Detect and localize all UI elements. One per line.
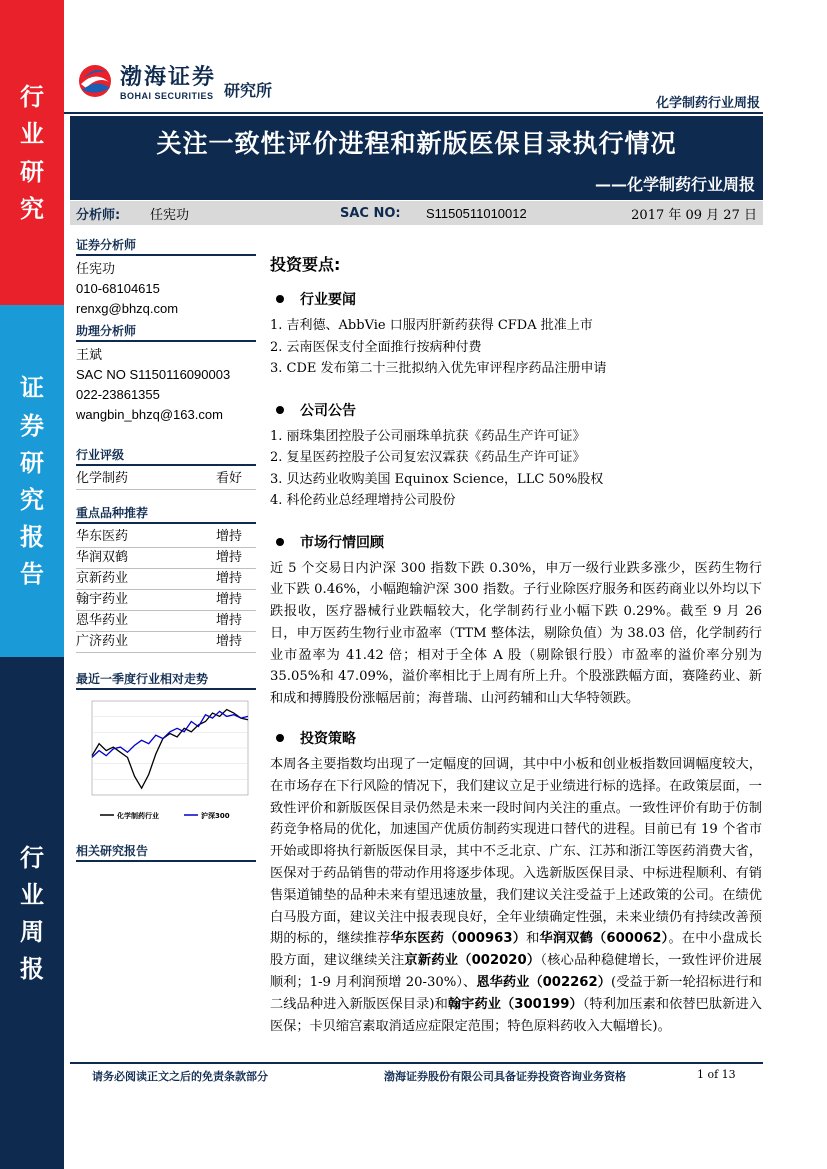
analyst-name: 任宪功 [150, 207, 190, 223]
analyst-info-line: 010-68104615 [76, 281, 160, 296]
pick-row [76, 590, 256, 611]
pick-rating: 增持 [215, 634, 242, 649]
left-band-middle [0, 305, 64, 657]
sidebar-securities-analyst [76, 236, 256, 319]
analyst-info-line: 任宪功 [76, 261, 116, 276]
stock-highlight: 京新药业（002020） [404, 953, 541, 969]
stock-highlight: 翰宇药业（300199） [447, 996, 583, 1012]
footer-disclaimer: 请务必阅读正文之后的免责条款部分 [92, 1070, 268, 1083]
list-item: 4. 科伦药业总经理增持公司股份 [270, 493, 456, 508]
header-divider [64, 112, 763, 114]
pick-row [76, 611, 256, 632]
section-heading-news [270, 289, 762, 309]
list-item: 2. 云南医保支付全面推行按病种付费 [270, 339, 482, 355]
sidebar-industry-rating [76, 446, 256, 490]
bullet-icon [276, 406, 284, 414]
band-char: 究 [20, 193, 44, 223]
rating-value: 看好 [215, 471, 242, 486]
logo-english-name: BOHAI SECURITIES [120, 91, 214, 101]
bohai-logo-icon [78, 62, 112, 100]
band-char: 研 [20, 156, 44, 186]
section-title: 公司公告 [300, 402, 356, 419]
left-band-bottom [0, 657, 64, 1169]
list-item: 1. 吉利德、AbbVie 口服丙肝新药获得 CFDA 批准上市 [270, 318, 593, 333]
band-char: 告 [20, 559, 44, 589]
band-char: 业 [20, 879, 44, 909]
sidebar-heading: 相关研究报告 [76, 842, 256, 862]
list-item: 3. CDE 发布第二十三批拟纳入优先审评程序药品注册申请 [270, 361, 607, 376]
band-char: 报 [20, 954, 44, 984]
pick-name: 恩华药业 [76, 613, 129, 628]
strategy-text: （核心品种稳健增长，一致性评价进展顺利；1-9 月利润预增 20-30%）、 [270, 953, 762, 991]
section-title: 市场行情回顾 [300, 534, 384, 551]
pick-rating: 增持 [215, 529, 242, 544]
left-band-top [0, 0, 64, 305]
band-char: 究 [20, 485, 44, 514]
pick-rating: 增持 [215, 550, 242, 565]
analyst-label: 分析师: [76, 207, 121, 223]
pick-row [76, 548, 256, 569]
pick-rating: 增持 [215, 613, 242, 628]
analyst-email[interactable]: renxg@bhzq.com [76, 301, 179, 316]
pick-rating: 增持 [215, 592, 242, 607]
sidebar-key-picks [76, 504, 256, 653]
report-type: 化学制药行业周报 [655, 96, 760, 111]
band-char: 报 [20, 522, 44, 552]
pick-row [76, 569, 256, 590]
footer-page-number: 1 of 13 [697, 1068, 736, 1081]
rating-industry: 化学制药 [76, 471, 129, 486]
assistant-info-line: 王斌 [76, 347, 103, 362]
report-title: 关注一致性评价进程和新版医保目录执行情况 [156, 129, 677, 158]
assistant-email[interactable]: wangbin_bhzq@163.com [76, 407, 223, 422]
sidebar-assistant-analyst [76, 322, 256, 425]
band-char: 行 [20, 82, 44, 112]
band-char: 证 [20, 373, 44, 403]
sidebar-heading: 重点品种推荐 [76, 504, 256, 524]
sidebar-trend [76, 670, 256, 829]
sidebar-heading: 助理分析师 [76, 322, 256, 342]
sac-number: S1150511010012 [426, 205, 527, 221]
strategy-text: 和 [526, 931, 540, 947]
pick-name: 广济药业 [76, 634, 129, 649]
band-char: 周 [20, 917, 44, 946]
investment-highlights-heading: 投资要点: [270, 255, 341, 274]
analyst-bar [70, 201, 763, 225]
assistant-info-line: 022-23861355 [76, 387, 160, 402]
title-banner [70, 116, 763, 200]
sidebar-related [76, 842, 256, 865]
sac-label: SAC NO: [340, 205, 401, 221]
pick-name: 京新药业 [76, 571, 129, 586]
band-char: 行 [20, 842, 44, 872]
section-title: 投资策略 [300, 731, 356, 748]
pick-name: 翰宇药业 [76, 592, 129, 607]
strategy-text: （特利加压素和依替巴肽新进入医保；卡贝缩宫素取消适应症限定范围；特色原料药收入大幅增长)。 [270, 996, 762, 1034]
legend-label: 化学制药行业 [117, 812, 159, 820]
chart-background [76, 693, 256, 825]
pick-row [76, 527, 256, 548]
band-char: 业 [20, 119, 44, 149]
pick-rating: 增持 [215, 571, 242, 586]
bullet-icon [276, 295, 284, 303]
institute-label: 研究所 [224, 81, 273, 100]
logo-chinese-name: 渤海证券 [120, 65, 217, 90]
section-heading-announcements [270, 400, 762, 420]
strategy-text: 本周各主要指数均出现了一定幅度的回调，其中中小板和创业板指数回调幅度较大，在市场存在下行风险的情况下，我们建议立足于业绩进行标的选择。在政策层面，一致性评价和新版医保目录仍然是未来一段时间内关注的重点。一致性评价有助于仿制药竞争格局的优化，加速国产优质仿制药实现进口替代的进程。目前已有 19 个省市开始或即将执行新版医保目录，其中不乏北京、广东、江苏和浙江等医药消费大省，医保对于药品销售的带动作用将逐步体现。入选新版医保目录、中标进程顺利、有销售渠道铺垫的品种未来有望迅速放量，我们建议关注受益于上述政策的公司。在绩优白马股方面，建议关注中报表现良好，全年业绩确定性强，未来业绩仍有持续改善预期的标的，继续推荐 [270, 757, 762, 947]
list-item: 1. 丽珠集团控股子公司丽珠单抗获《药品生产许可证》 [270, 428, 586, 444]
rating-row [76, 469, 256, 490]
sidebar-heading: 行业评级 [76, 446, 256, 466]
assistant-info-line: SAC NO S1150116090003 [76, 367, 231, 382]
report-subtitle: ——化学制药行业周报 [594, 175, 755, 194]
section-heading-strategy [270, 728, 762, 748]
legend-label: 沪深300 [201, 812, 230, 820]
main-content [270, 252, 762, 1037]
report-date: 2017 年 09 月 27 日 [631, 207, 757, 223]
strategy-paragraph [270, 754, 762, 1037]
pick-name: 华东医药 [76, 529, 129, 544]
stock-highlight: 恩华药业（002262） [476, 975, 611, 991]
sidebar-heading: 最近一季度行业相对走势 [76, 670, 256, 690]
footer-divider [70, 1062, 763, 1064]
bullet-icon [276, 538, 284, 546]
company-logo [78, 60, 272, 101]
list-item: 3. 贝达药业收购美国 Equinox Science，LLC 50%股权 [270, 471, 604, 487]
stock-highlight: 华东医药（000963） [390, 931, 527, 947]
band-char: 研 [20, 447, 44, 477]
list-item: 2. 复星医药控股子公司复宏汉霖获《药品生产许可证》 [270, 450, 586, 465]
sidebar-heading: 证券分析师 [76, 236, 256, 256]
section-title: 行业要闻 [300, 292, 356, 308]
section-heading-market [270, 532, 762, 552]
pick-name: 华润双鹤 [76, 550, 129, 565]
strategy-text: 。在中小盘成长股方面，建议继续关注 [270, 931, 763, 969]
bullet-icon [276, 734, 284, 742]
market-review-paragraph: 近 5 个交易日内沪深 300 指数下跌 0.30%，申万一级行业跌多涨少，医药生物行业下跌 0.46%，小幅跑输沪深 300 指数。子行业除医疗服务和医药商业以外均以下跌报收，医疗器械行业跌幅较大，化学制药行业小幅下跌 0.29%。截至 9 月 26 日，申万医药生物行业市盈率（TTM 整体法，剔除负值）为 38.03 倍，化学制药行业市盈率为 41.42 倍；相对于全体 A 股（剔除银行股）市盈率的溢价率分别为 35.05%和 47.09%，溢价率相比于上周有所上升。个股涨跌幅方面，赛隆药业、新和成和搏腾股份涨幅居前；海普瑞、山河药辅和山大华特领跌。 [270, 560, 762, 707]
strategy-text: (受益于新一轮招标进行和二线品种进入新版医保目录)和 [270, 975, 762, 1012]
pick-row [76, 632, 256, 653]
footer-company: 渤海证券股份有限公司具备证券投资咨询业务资格 [384, 1070, 626, 1083]
trend-chart [76, 693, 256, 825]
stock-highlight: 华润双鹤（600062） [539, 931, 669, 947]
band-char: 券 [20, 410, 44, 440]
